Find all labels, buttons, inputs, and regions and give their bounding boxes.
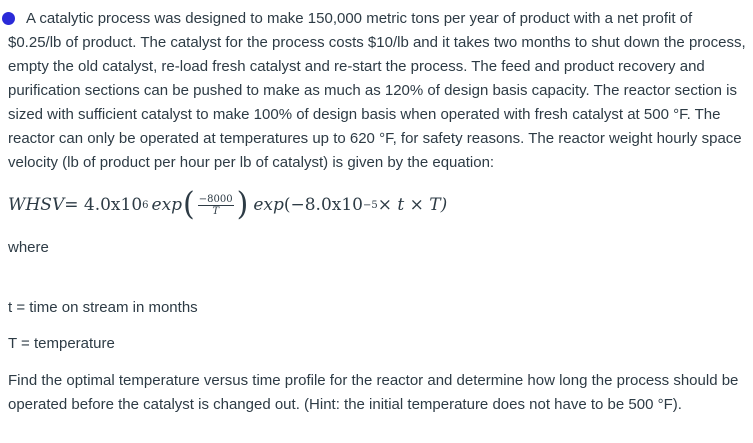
right-paren: ) bbox=[236, 186, 249, 223]
T-definition: T = temperature bbox=[8, 335, 115, 352]
problem-intro bbox=[8, 7, 748, 175]
problem-question: Find the optimal temperature versus time profile for the reactor and determine how long the process should be operated before the catalyst is changed out. (Hint: the initial temperature does not have to be 500 °F). bbox=[8, 372, 739, 413]
equation-coefficient: = 4.0x10 bbox=[64, 195, 143, 215]
t-definition: t = time on stream in months bbox=[8, 299, 198, 316]
left-paren: ( bbox=[183, 186, 195, 223]
whsv-equation bbox=[8, 185, 447, 225]
equation-fraction bbox=[198, 194, 234, 217]
fraction-denominator: T bbox=[212, 205, 220, 217]
problem-intro-text: A catalytic process was designed to make 150,000 metric tons per year of product with a net profit of $0.25/lb of product. The catalyst for the process costs $10/lb and it takes two months to shut down the process, empty the old catalyst, re-load fresh catalyst and re-start the process. The feed and product recovery and purification sections can be pushed to make as much as 120% of design basis capacity. The reactor section is sized with sufficient catalyst to make 100% of design basis when operated with fresh catalyst at 500 °F. The reactor can only be operated at temperatures up to 620 °F, for safety reasons. The reactor weight hourly space velocity (lb of product per hour per lb of catalyst) is given by the equation: bbox=[8, 10, 746, 171]
where-label: where bbox=[8, 239, 49, 256]
equation-exponent-2: −5 bbox=[362, 199, 378, 211]
equation-lhs: WHSV bbox=[8, 195, 65, 215]
selection-marker-icon bbox=[2, 12, 15, 25]
equation-exp-1: exp bbox=[151, 195, 183, 215]
equation-arg-start: (−8.0x10 bbox=[283, 195, 363, 215]
equation-exp-2: exp bbox=[253, 195, 284, 215]
equation-arg-end: × t × T) bbox=[377, 195, 448, 215]
equation-exponent-1: 6 bbox=[142, 199, 149, 211]
fraction-numerator: −8000 bbox=[198, 193, 233, 205]
